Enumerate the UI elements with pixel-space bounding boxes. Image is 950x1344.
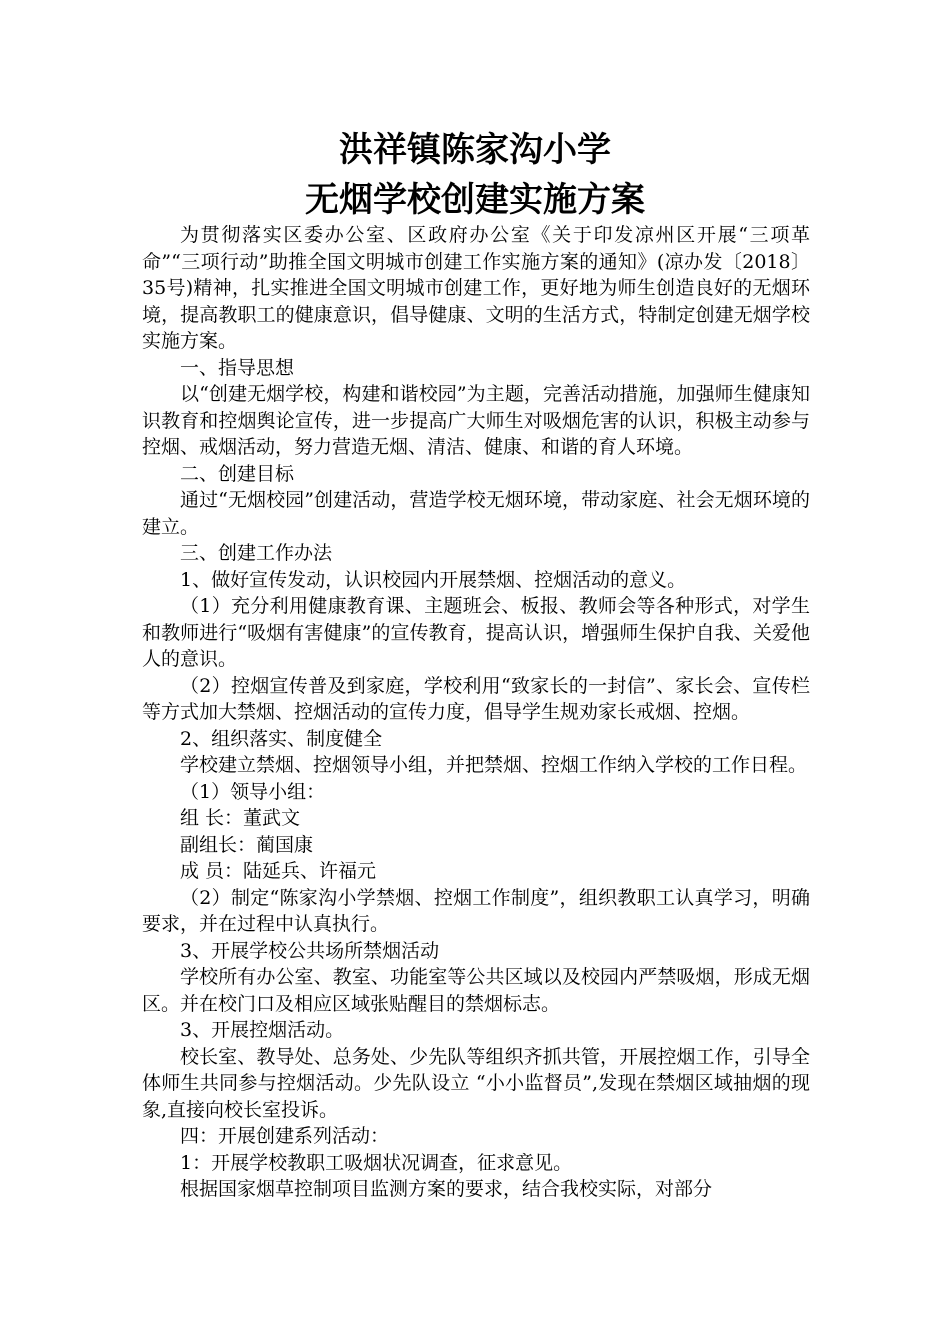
paragraph: 学校建立禁烟、控烟领导小组，并把禁烟、控烟工作纳入学校的工作日程。 xyxy=(180,754,808,776)
paragraph: （2）制定“陈家沟小学禁烟、控烟工作制度”，组织教职工认真学习，明确要求，并在过程中认真执行。 xyxy=(142,886,810,935)
paragraph: 3、开展学校公共场所禁烟活动 xyxy=(180,939,440,962)
paragraph: 3、开展控烟活动。 xyxy=(180,1019,345,1041)
section-heading-3: 三、创建工作办法 xyxy=(180,542,333,564)
paragraph-intro: 为贯彻落实区委办公室、区政府办公室《关于印发凉州区开展“三项革命”“三项行动”助推全国文明城市创建工作实施方案的通知》(凉办发〔2018〕35号)精神，扎实推进全国文明城市创建工作，更好地为师生创造良好的无烟环境，提高教职工的健康意识，倡导健康、文明的生活方式，特制定创建无烟学校实施方案。 xyxy=(142,224,810,352)
paragraph: 校长室、教导处、总务处、少先队等组织齐抓共管，开展控烟工作，引导全体师生共同参与控烟活动。少先队设立 “小小监督员”,发现在禁烟区域抽烟的现象,直接向校长室投诉。 xyxy=(142,1045,810,1121)
document-title-line2: 无烟学校创建实施方案 xyxy=(305,180,645,220)
paragraph: 2、组织落实、制度健全 xyxy=(180,727,383,750)
section-heading-1: 一、指导思想 xyxy=(180,356,295,379)
paragraph: 副组长：蔺国康 xyxy=(180,833,314,856)
document-body xyxy=(142,222,810,1203)
paragraph: 根据国家烟草控制项目监测方案的要求，结合我校实际，对部分 xyxy=(180,1178,713,1200)
paragraph: 1：开展学校教职工吸烟状况调查，征求意见。 xyxy=(180,1151,573,1174)
paragraph: （1）充分利用健康教育课、主题班会、板报、教师会等各种形式，对学生和教师进行“吸烟有害健康”的宣传教育，提高认识，增强师生保护自我、关爱他人的意识。 xyxy=(142,595,810,670)
section-heading-4: 四：开展创建系列活动： xyxy=(180,1125,390,1147)
paragraph: 通过“无烟校园”创建活动，营造学校无烟环境，带动家庭、社会无烟环境的建立。 xyxy=(142,489,810,538)
paragraph: 组 长：董武文 xyxy=(180,807,301,829)
section-heading-2: 二、创建目标 xyxy=(180,462,295,485)
paragraph: （1）领导小组： xyxy=(180,780,326,803)
document-title-line1: 洪祥镇陈家沟小学 xyxy=(339,130,611,170)
paragraph: 以“创建无烟学校，构建和谐校园”为主题，完善活动措施，加强师生健康知识教育和控烟舆论宣传，进一步提高广大师生对吸烟危害的认识，积极主动参与控烟、戒烟活动，努力营造无烟、清洁、健康、和谐的育人环境。 xyxy=(142,383,810,458)
paragraph: 学校所有办公室、教室、功能室等公共区域以及校园内严禁吸烟，形成无烟区。并在校门口及相应区域张贴醒目的禁烟标志。 xyxy=(142,966,810,1015)
paragraph: （2）控烟宣传普及到家庭，学校利用“致家长的一封信”、家长会、宣传栏等方式加大禁烟、控烟活动的宣传力度，倡导学生规劝家长戒烟、控烟。 xyxy=(142,674,810,723)
paragraph: 1、做好宣传发动，认识校园内开展禁烟、控烟活动的意义。 xyxy=(180,568,687,591)
paragraph: 成 员：陆延兵、许福元 xyxy=(180,860,377,882)
